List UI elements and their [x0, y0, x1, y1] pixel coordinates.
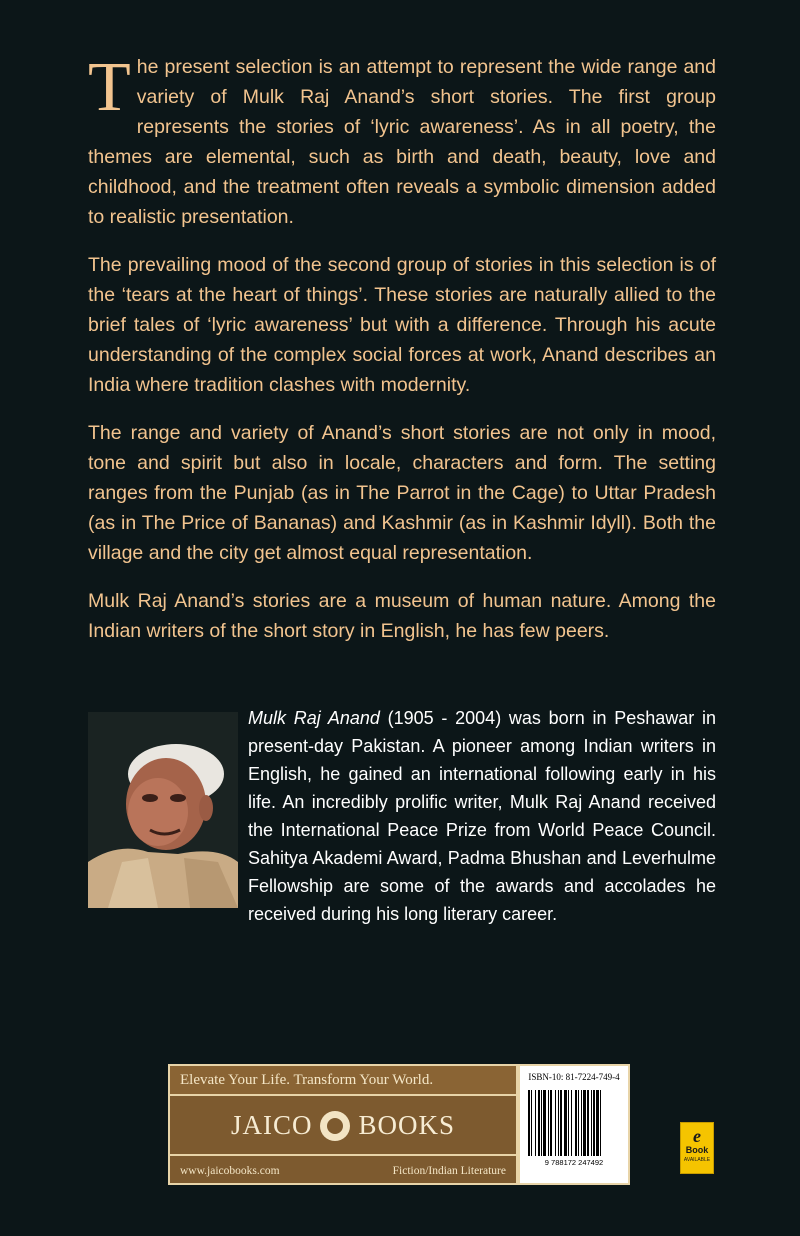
- publisher-footer: [170, 1154, 516, 1187]
- ebook-e-letter: e: [693, 1126, 701, 1146]
- publisher-website: www.jaicobooks.com: [180, 1165, 280, 1177]
- author-bio: [88, 704, 716, 928]
- publisher-tagline: Elevate Your Life. Transform Your World.: [170, 1066, 516, 1096]
- brand-left-word: JAICO: [230, 1110, 313, 1140]
- brand-right-word: BOOKS: [358, 1110, 456, 1140]
- ebook-available-text: AVAILABLE: [683, 1157, 711, 1163]
- publisher-panel: [168, 1064, 518, 1185]
- drop-cap: T: [88, 49, 131, 126]
- isbn-barcode-panel: [518, 1064, 630, 1185]
- barcode-icon: [526, 1090, 622, 1156]
- blurb-paragraph-2: The prevailing mood of the second group of stories in this selection is of the ‘tears at the heart of things’. These stories are naturally allied to the brief tales of ‘lyric awareness’ but with a difference. Through his acute understanding of the complex social forces at work, Anand describes an India where tradition clashes with modernity.: [88, 254, 716, 396]
- barcode-digits: 9 788172 247492: [544, 1158, 604, 1167]
- blurb-paragraph-1: [88, 49, 716, 232]
- ebook-available-badge: [680, 1122, 714, 1174]
- book-category: Fiction/Indian Literature: [392, 1165, 506, 1177]
- wheel-icon: [320, 1111, 350, 1141]
- author-bio-text: (1905 - 2004) was born in Peshawar in present-day Pakistan. A pioneer among Indian writers in English, he gained an international following early in his life. An incredibly prolific writer, Mulk Raj Anand received the International Peace Prize from World Peace Council. Sahitya Akademi Award, Padma Bhushan and Leverhulme Fellowship are some of the awards and accolades he received during his long literary career.: [248, 708, 716, 924]
- blurb-paragraph-1-text: he present selection is an attempt to represent the wide range and variety of Mulk Raj Anand’s short stories. The first group represents the stories of ‘lyric awareness’. As in all poetry, the themes are elemental, such as birth and death, beauty, love and childhood, and the treatment often reveals a symbolic dimension added to realistic presentation.: [88, 56, 716, 228]
- blurb-paragraph-3: The range and variety of Anand’s short stories are not only in mood, tone and spirit but also in locale, characters and form. The setting ranges from the Punjab (as in The Parrot in the Cage) to Uttar Pradesh (as in The Price of Bananas) and Kashmir (as in Kashmir Idyll). Both the village and the city get almost equal representation.: [88, 422, 716, 564]
- ebook-word: Book: [685, 1145, 709, 1155]
- blurb-paragraph-4: Mulk Raj Anand’s stories are a museum of human nature. Among the Indian writers of the short story in English, he has few peers.: [88, 590, 716, 642]
- publisher-logo: [170, 1096, 516, 1154]
- isbn-label: ISBN-10: 81-7224-749-4: [528, 1072, 620, 1082]
- author-name: Mulk Raj Anand: [248, 708, 380, 728]
- blurb-text: [88, 49, 716, 664]
